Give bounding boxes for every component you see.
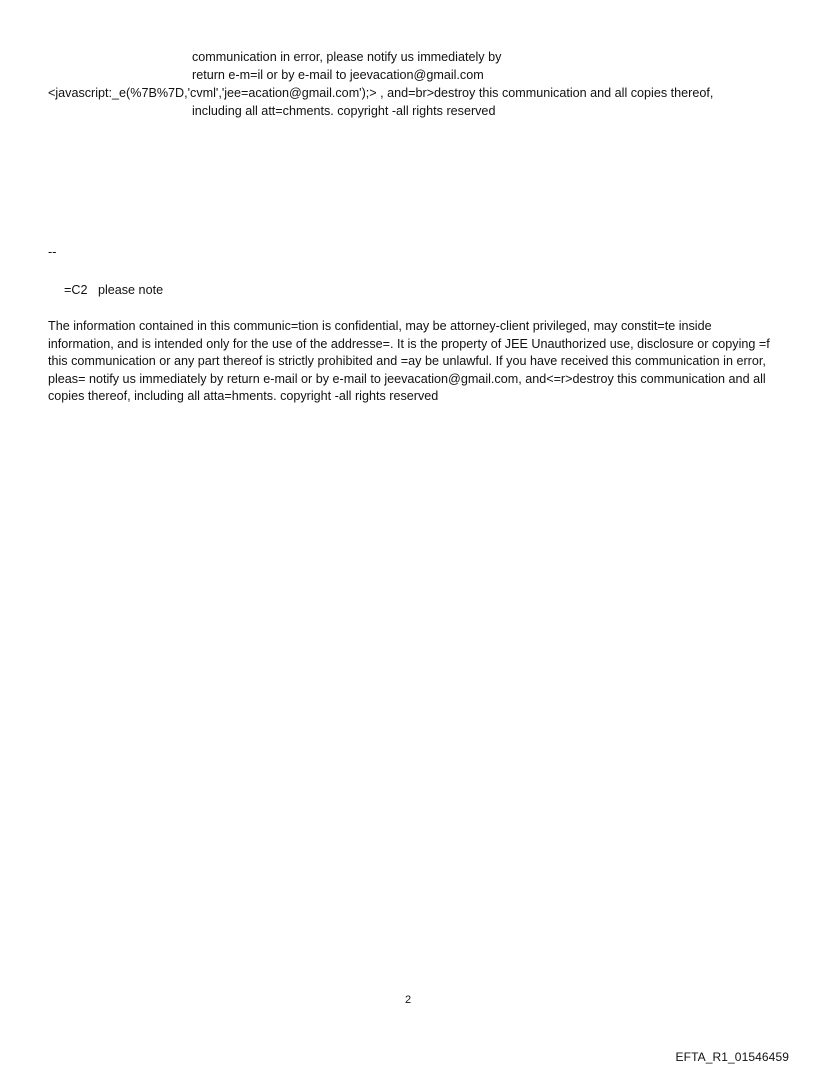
disclaimer-line-2: return e-m=il or by e-mail to jeevacation@gmail.com: [192, 68, 484, 82]
disclaimer-line-1: communication in error, please notify us immediately by: [192, 50, 502, 64]
confidentiality-paragraph: The information contained in this communic=tion is confidential, may be attorney-client privileged, may constit=te inside information, and is intended only for the use of the addresse=. It is the property of JEE Unauthorized use, disclosure or copying =f this communication or any part thereof is strictly prohibited and =ay be unlawful. If you have received this communication in error, pleas= notify us immediately by return e-mail or by e-mail to jeevacation@gmail.com, and<=r>destroy this communication and all copies thereof, including all atta=hments. copyright -all rights reserved: [48, 319, 770, 404]
signature-separator: --: [48, 245, 57, 259]
page-number: 2: [404, 994, 412, 1006]
disclaimer-line-3: <javascript:_e(%7B%7D,'cvml','jee=acation@gmail.com');> , and=br>destroy this communication and all copies thereof,: [48, 86, 714, 100]
disclaimer-line-4: including all att=chments. copyright -all rights reserved: [192, 104, 496, 118]
note-label: =C2 please note: [64, 283, 164, 297]
document-id: EFTA_R1_01546459: [675, 1050, 789, 1064]
